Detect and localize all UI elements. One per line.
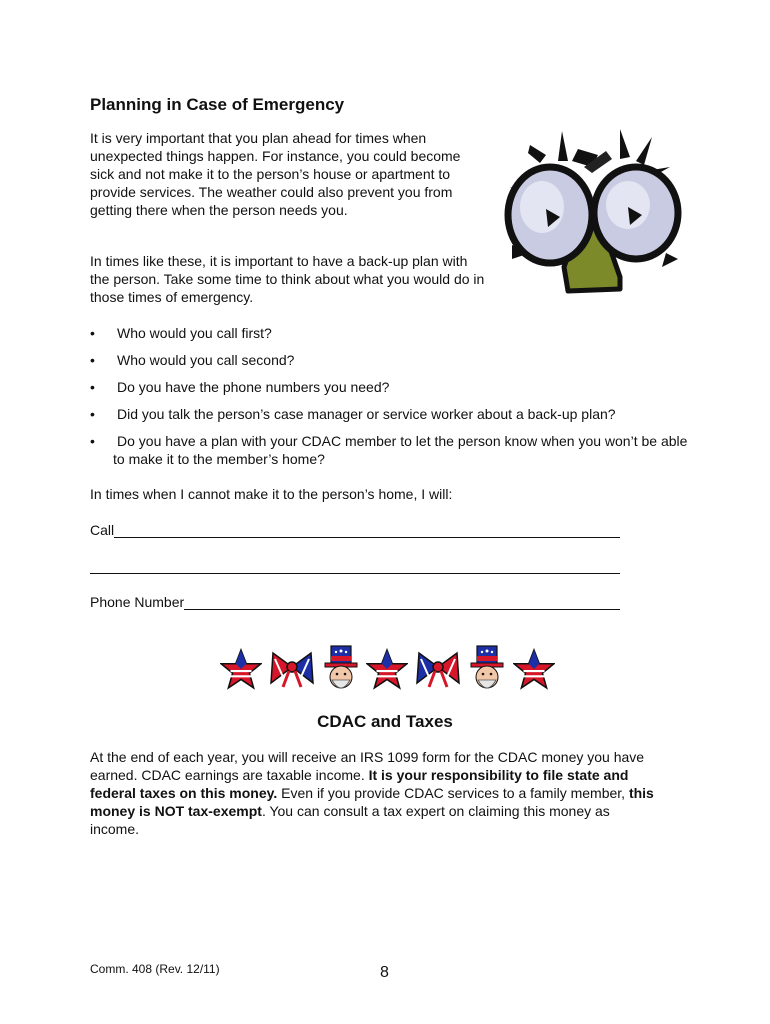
surprised-eyes-icon [502,127,682,297]
star-icon [220,648,262,690]
blank-line[interactable] [90,559,620,574]
call-second-field[interactable] [90,556,620,574]
bullet-icon: • [90,433,95,449]
bullet-icon: • [90,379,95,395]
uncle-sam-icon [468,644,506,694]
emergency-plan-intro: In times when I cannot make it to the person’s home, I will: [90,486,453,502]
bow-icon [269,649,315,689]
page-number: 8 [380,964,389,981]
call-blank-line[interactable] [114,523,620,538]
bullet-icon: • [90,352,95,368]
question-list [90,324,690,477]
phone-blank-line[interactable] [184,595,620,610]
section-title-emergency: Planning in Case of Emergency [90,95,345,114]
call-label: Call [90,522,115,538]
paragraph-intro: It is very important that you plan ahead for times when unexpected things happen. For instance, you could become sick and not make it to the person’s house or apartment to provide services. The weather could also prevent you from getting there when the person needs you. [90,130,461,218]
star-icon [366,648,408,690]
paragraph-backup-plan: In times like these, it is important to have a back-up plan with the person. Take some time to think about what you would do in those times of emergency. [90,253,485,305]
form-id: Comm. 408 (Rev. 12/11) [90,962,220,976]
list-item: • Do you have the phone numbers you need? [90,379,390,395]
section-title-taxes: CDAC and Taxes [317,712,453,731]
list-item: • Who would you call second? [90,352,295,368]
call-field[interactable] [90,520,620,538]
list-item: • Who would you call first? [90,325,272,341]
phone-number-label: Phone Number [90,594,185,610]
list-item: • Did you talk the person’s case manager or service worker about a back-up plan? [90,406,616,422]
star-icon [513,648,555,690]
uncle-sam-icon [322,644,360,694]
paragraph-taxes: At the end of each year, you will receive an IRS 1099 form for the CDAC money you have earned. CDAC earnings are taxable income. It is your responsibility to file state and federal taxes on this money. Even if you provide CDAC services to a family member, this money is NOT tax-exempt. You can consult a tax expert on claiming this money as income. [90,749,654,837]
bow-icon [415,649,461,689]
bullet-icon: • [90,325,95,341]
phone-number-field[interactable] [90,592,620,610]
bullet-icon: • [90,406,95,422]
list-item: • Do you have a plan with your CDAC member to let the person know when you won’t be able to make it to the member’s home? [90,433,688,467]
patriotic-emblem-row [220,643,555,695]
